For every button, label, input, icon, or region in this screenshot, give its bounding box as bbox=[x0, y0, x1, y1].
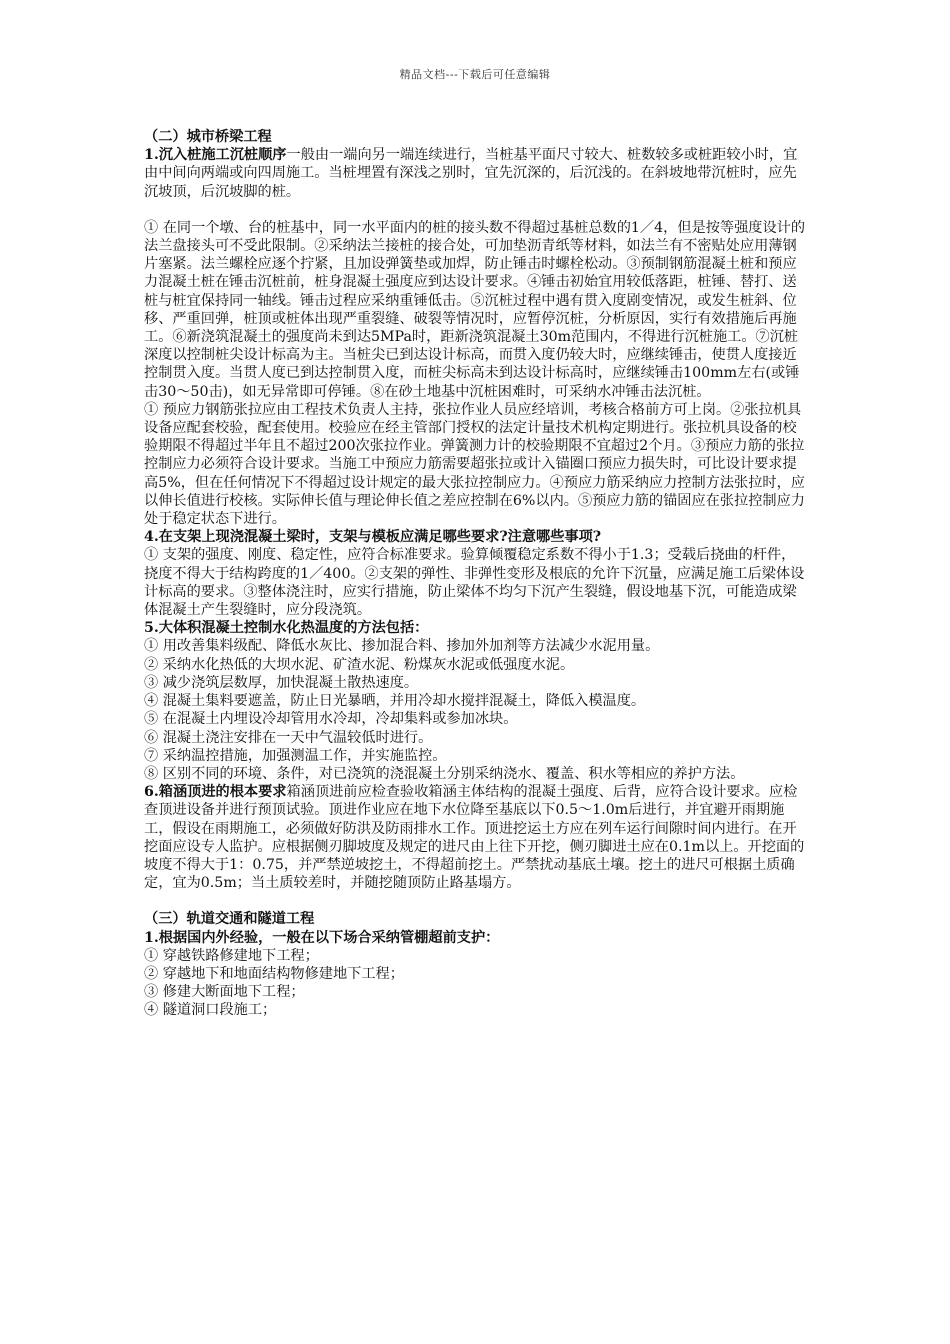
list-item: ⑥ 混凝土浇注安排在一天中气温较低时进行。 bbox=[144, 729, 433, 746]
paragraph-box-culvert bbox=[144, 783, 806, 892]
paragraph-pile-sequence bbox=[144, 146, 806, 201]
paragraph-pile-driving-rules: ① 在同一个墩、台的桩基中，同一水平面内的桩的接头数不得超过基桩总数的1／4，但是按等强度设计的法兰盘接头可不受此限制。②采纳法兰接桩的接合处，可加垫沥青纸等材料，如法兰有不密贴处应用薄钢片塞紧。法兰螺栓应逐个拧紧，且加设弹簧垫或加焊，防止锤击时螺栓松动。③预制钢筋混凝土桩和预应力混凝土桩在锤击沉桩前，桩身混凝土强度应到达设计要求。④锤击初始宜用较低落距，桩锤、替打、送桩与桩宜保持同一轴线。锤击过程应采纳重锤低击。⑤沉桩过程中遇有贯入度剧变情况，或发生桩斜、位移、严重回弹，桩顶或桩体出现严重裂缝、破裂等情况时，应暂停沉桩，分析原因，实行有效措施后再施工。⑥新浇筑混凝土的强度尚未到达5MPa时，距新浇筑混凝土30m范围内，不得进行沉桩施工。⑦沉桩深度以控制桩尖设计标高为主。当桩尖已到达设计标高，而贯入度仍较大时，应继续锤击，使贯人度接近控制贯入度。当贯人度已到达控制贯入度，而桩尖标高未到达设计标高时，应继续锤击100mm左右(或锤击30～50击)，如无异常即可停锤。⑧在砂土地基中沉桩困难时，可采纳水冲锤击法沉桩。 bbox=[144, 219, 806, 400]
list-item: ③ 减少浇筑层数厚，加快混凝土散热速度。 bbox=[144, 674, 419, 691]
question-4-body: ① 支架的强度、刚度、稳定性，应符合标准要求。验算倾覆稳定系数不得小于1.3；受载后挠曲的杆件，挠度不得大于结构跨度的1／400。②支架的弹性、非弹性变形及根底的允许下沉量，应满足施工后梁体设计标高的要求。③整体浇注时，应实行措施，防止梁体不均匀下沉产生裂缝，假设地基下沉，可能造成梁体混凝土产生裂缝时，应分段浇筑。 bbox=[144, 547, 805, 619]
paragraph-prestress-rules: ① 预应力钢筋张拉应由工程技术负责人主持，张拉作业人员应经培训，考核合格前方可上岗。②张拉机具设备应配套校验，配套使用。校验应在经主管部门授权的法定计量技术机构定期进行。张拉机具设备的校验期限不得超过半年且不超过200次张拉作业。弹簧测力计的校验期限不宜超过2个月。③预应力筋的张拉控制应力必须符合设计要求。当施工中预应力筋需要超张拉或计入锚圈口预应力损失时，可比设计要求提高5%，但在任何情况下不得超过设计规定的最大张拉控制应力。④预应力筋采纳应力控制方法张拉时，应以伸长值进行校核。实际伸长值与理论伸长值之差应控制在6%以内。⑤预应力筋的锚固应在张拉控制应力处于稳定状态下进行。 bbox=[144, 401, 805, 528]
question-5-title: 5.大体积混凝土控制水化热温度的方法包括： bbox=[144, 620, 429, 637]
section-title-rail-tunnel: （三）轨道交通和隧道工程 bbox=[144, 911, 315, 928]
list-item: ④ 隧道洞口段施工； bbox=[144, 1002, 277, 1019]
paragraph-text: 一般由一端向另一端连续进行，当桩基平面尺寸较大、桩数较多或桩距较小时，宜由中间向两端或向四周施工。当桩埋置有深浅之别时，宜先沉深的，后沉浅的。在斜坡地带沉桩时，应先沉坡顶，后沉坡脚的桩。 bbox=[144, 147, 798, 200]
list-item: ① 用改善集料级配、降低水灰比、掺加混合料、掺加外加剂等方法减少水泥用量。 bbox=[144, 638, 660, 655]
list-item: ③ 修建大断面地下工程； bbox=[144, 984, 305, 1001]
document-body bbox=[144, 128, 806, 1020]
list-item: ④ 混凝土集料要遮盖，防止日光暴晒，并用冷却水搅拌混凝土，降低入模温度。 bbox=[144, 693, 646, 710]
section-title-bridges: （二）城市桥梁工程 bbox=[144, 129, 272, 145]
paragraph-heading: 6.箱涵顶进的根本要求 bbox=[144, 784, 287, 801]
list-item: ⑤ 在混凝土内埋设冷却管用水冷却，冷却集料或参加冰块。 bbox=[144, 711, 518, 728]
question-1-title: 1.根据国内外经验，一般在以下场合采纳管棚超前支护： bbox=[144, 929, 500, 946]
list-item: ② 采纳水化热低的大坝水泥、矿渣水泥、粉煤灰水泥或低强度水泥。 bbox=[144, 656, 575, 673]
list-item: ⑧ 区别不同的环境、条件，对已浇筑的浇混凝土分别采纳浇水、覆盖、积水等相应的养护方法。 bbox=[144, 765, 745, 782]
question-4-title: 4.在支架上现浇混凝土梁时，支架与模板应满足哪些要求?注意哪些事项? bbox=[144, 529, 602, 546]
paragraph-text: 箱涵顶进前应检查验收箱涵主体结构的混凝土强度、后背，应符合设计要求。应检查顶进设备并进行预顶试验。顶进作业应在地下水位降至基底以下0.5～1.0m后进行，并宜避开雨期施工，假设在雨期施工，必须做好防洪及防雨排水工作。顶进挖运土方应在列车运行间隙时间内进行。在开挖面应设专人监护。应根据侧刃脚坡度及规定的进尺由上往下开挖，侧刃脚进土应在0.1m以上。开挖面的坡度不得大于1：0.75，并严禁逆坡挖土，不得超前挖土。严禁扰动基底土壤。挖土的进尺可根据土质确定，宜为0.5m；当土质较差时，并随挖随顶防止路基塌方。 bbox=[144, 784, 805, 892]
list-item: ② 穿越地下和地面结构物修建地下工程； bbox=[144, 965, 404, 982]
page-header: 精品文档---下载后可任意编辑 bbox=[399, 68, 551, 81]
paragraph-heading: 1.沉入桩施工沉桩顺序 bbox=[144, 147, 287, 164]
list-item: ① 穿越铁路修建地下工程； bbox=[144, 947, 319, 964]
list-item: ⑦ 采纳温控措施，加强测温工作，并实施监控。 bbox=[144, 747, 447, 764]
